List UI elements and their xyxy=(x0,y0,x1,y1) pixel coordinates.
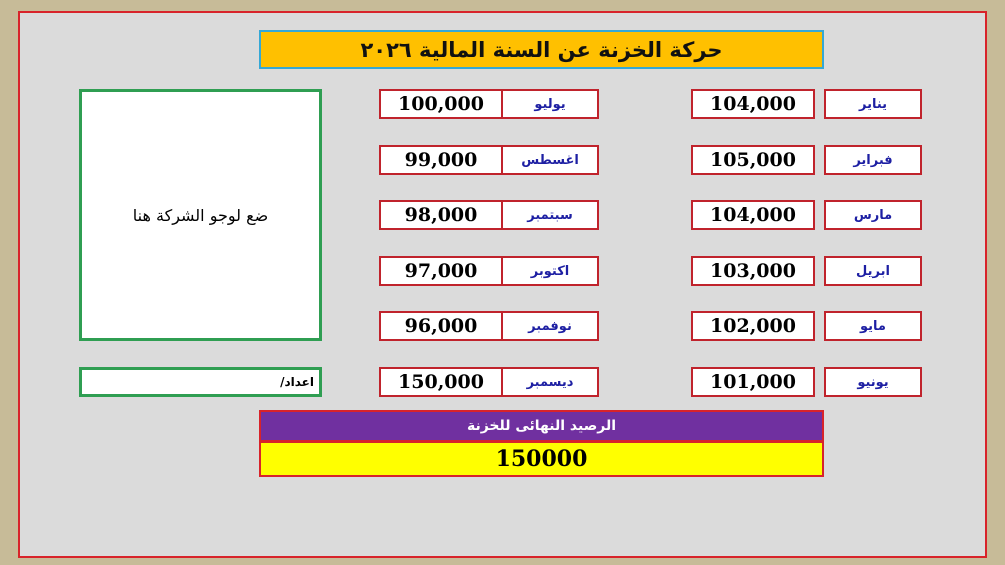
month-cell-july[interactable]: يوليو xyxy=(501,89,599,119)
value-cell-october[interactable]: 97,000 xyxy=(379,256,503,286)
value-cell-april[interactable]: 103,000 xyxy=(691,256,815,286)
value-cell-november[interactable]: 96,000 xyxy=(379,311,503,341)
prepared-by-label: اعداد/ xyxy=(280,375,314,389)
value-cell-march[interactable]: 104,000 xyxy=(691,200,815,230)
value-cell-may[interactable]: 102,000 xyxy=(691,311,815,341)
final-balance-value[interactable]: 150000 xyxy=(259,441,824,477)
logo-placeholder[interactable] xyxy=(79,89,322,341)
value-cell-july[interactable]: 100,000 xyxy=(379,89,503,119)
value-cell-september[interactable]: 98,000 xyxy=(379,200,503,230)
value-cell-december[interactable]: 150,000 xyxy=(379,367,503,397)
month-cell-august[interactable]: اغسطس xyxy=(501,145,599,175)
month-cell-february[interactable]: فبراير xyxy=(824,145,922,175)
month-cell-december[interactable]: ديسمبر xyxy=(501,367,599,397)
month-cell-january[interactable]: يناير xyxy=(824,89,922,119)
value-cell-august[interactable]: 99,000 xyxy=(379,145,503,175)
value-cell-june[interactable]: 101,000 xyxy=(691,367,815,397)
logo-placeholder-text: ضع لوجو الشركة هنا xyxy=(132,205,269,225)
page-title[interactable]: حركة الخزنة عن السنة المالية ٢٠٢٦ xyxy=(259,30,824,69)
value-cell-january[interactable]: 104,000 xyxy=(691,89,815,119)
month-cell-april[interactable]: ابريل xyxy=(824,256,922,286)
final-balance-label[interactable]: الرصيد النهائى للخزنة xyxy=(259,410,824,442)
value-cell-february[interactable]: 105,000 xyxy=(691,145,815,175)
month-cell-november[interactable]: نوفمبر xyxy=(501,311,599,341)
month-cell-september[interactable]: سبتمبر xyxy=(501,200,599,230)
month-cell-october[interactable]: اكتوبر xyxy=(501,256,599,286)
prepared-by-cell[interactable] xyxy=(79,367,322,397)
month-cell-may[interactable]: مايو xyxy=(824,311,922,341)
month-cell-march[interactable]: مارس xyxy=(824,200,922,230)
month-cell-june[interactable]: يونيو xyxy=(824,367,922,397)
